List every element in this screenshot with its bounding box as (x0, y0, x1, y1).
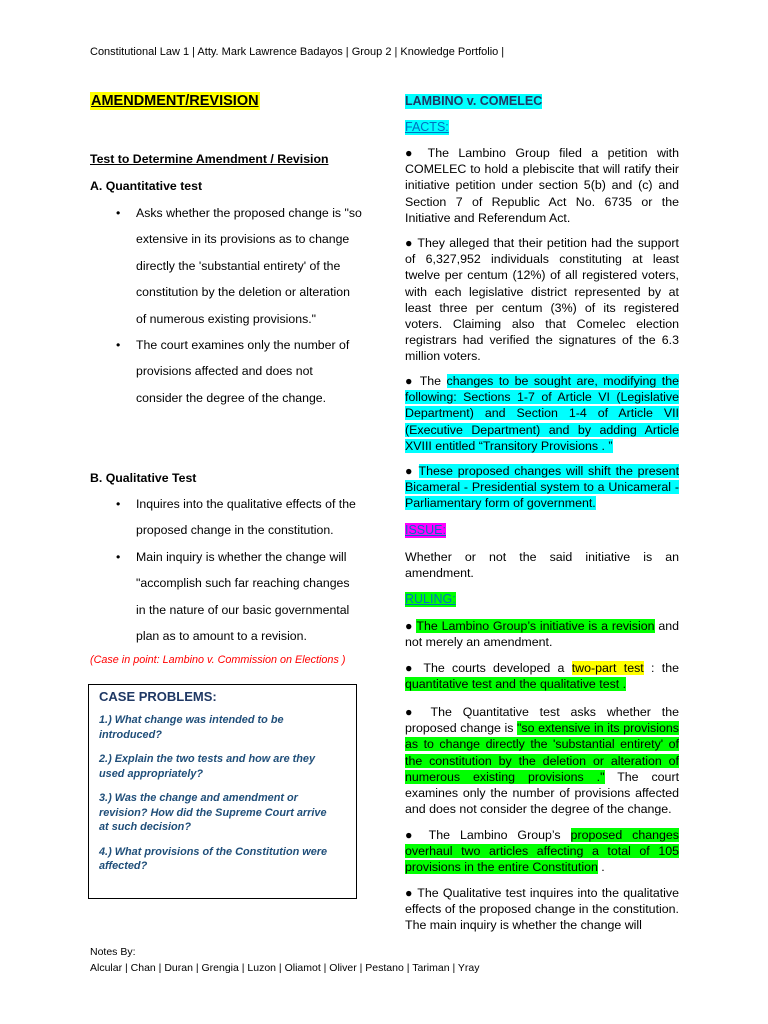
facts-paragraph (405, 145, 679, 226)
question-item: 3.) Was the change and amendment or revision? How did the Supreme Court arrive at such decision? (99, 792, 327, 833)
list-item (116, 200, 362, 332)
notes-authors: Alcular | Chan | Duran | Grengia | Luzon | Oliamot | Oliver | Pestano | Tariman | Yray (90, 962, 480, 974)
text-run: ● The (405, 374, 447, 388)
ruling-paragraph (405, 704, 679, 817)
text-run: and not merely an amendment. (405, 619, 680, 650)
case-title: LAMBINO v. COMELEC (405, 94, 543, 108)
case-in-point-note: (Case in point: Lambino v. Commission on Elections ) (90, 654, 346, 666)
facts-paragraph (405, 235, 679, 365)
text-run: ● The Lambino Group’s (405, 828, 571, 842)
text-run: ● They alleged that their petition had the support of 6,327,952 individuals constituting at least twelve per centum (12%) of all registered voters, with each legislative district represented by at least three per centum (3%) of its registered voters. Claiming also that Comelec election registrars had verified the signatures of the 6.3 million voters. (405, 236, 679, 364)
text-run: ● The Lambino Group filed a petition with COMELEC to hold a plebiscite that will ratify their initiative petition under section 5(b) and (c) and Section 7 of Republic Act No. 6735 or the Initiative and Referendum Act. (405, 146, 679, 225)
bullet-icon: • (116, 338, 121, 353)
ruling-paragraph (405, 660, 679, 692)
text-run: ● (405, 464, 419, 478)
bullet-text: Inquires into the qualitative effects of the proposed change in the constitution. (136, 497, 356, 538)
notes-label: Notes By: (90, 946, 136, 958)
question-item: 2.) Explain the two tests and how are they used appropriately? (99, 753, 316, 780)
facts-paragraph (405, 373, 679, 454)
list-item (116, 491, 362, 544)
running-header: Constitutional Law 1 | Atty. Mark Lawrence Badayos | Group 2 | Knowledge Portfolio | (90, 46, 505, 58)
highlighted-text-run: quantitative test and the qualitative test . (405, 677, 627, 692)
ruling-paragraph (405, 827, 679, 876)
question-item: 4.) What provisions of the Constitution were affected? (99, 845, 328, 872)
bullet-icon: • (116, 206, 121, 220)
list-item (116, 544, 362, 650)
highlighted-text-run: These proposed changes will shift the present Bicameral - Presidential system to a Unicameral - Parliamentary form of government. (405, 464, 680, 511)
text-run: ● The Qualitative test inquires into the qualitative effects of the proposed change in the constitution. The main inquiry is whether the change will (405, 886, 679, 933)
text-run: : the (643, 661, 679, 675)
highlighted-text-run: changes to be sought are, modifying the following: Sections 1-7 of Article VI (Legislative Department) and Section 1-4 of Article VII (Executive Department) and by adding Article XVIII entitled “Transitory Provisions . ” (405, 374, 679, 453)
ruling-paragraph (405, 885, 679, 934)
ruling-paragraph (405, 618, 679, 650)
case-problems-box (88, 684, 357, 899)
facts-label: FACTS: (405, 120, 449, 134)
quantitative-bullet-list (116, 200, 362, 411)
facts-paragraph (405, 463, 679, 512)
case-problems-title: CASE PROBLEMS: (99, 689, 217, 704)
test-heading: Test to Determine Amendment / Revision (90, 152, 329, 166)
bullet-icon: • (116, 497, 121, 511)
ruling-label: RULING: (405, 592, 456, 606)
text-run: . (597, 860, 605, 875)
issue-paragraph (405, 549, 679, 581)
qualitative-heading: B. Qualitative Test (90, 471, 197, 485)
text-run: ● The Quantitative test asks whether the proposed change is (405, 705, 679, 736)
bullet-text: The court examines only the number of provisions affected and does not consider the degree of the change. (136, 338, 350, 405)
text-run: The court examines only the number of provisions affected and does not consider the degree of the change. (405, 769, 680, 817)
question-item: 1.) What change was intended to be introduced? (99, 714, 284, 741)
highlighted-text-run: The Lambino Group’s initiative is a revision (416, 619, 655, 633)
bullet-text: Main inquiry is whether the change will "accomplish such far reaching changes in the nature of our basic governmental plan as to amount to a revision. (136, 549, 350, 644)
highlighted-text-run: two-part test (571, 661, 644, 675)
list-item (116, 332, 362, 411)
section-title: AMENDMENT/REVISION (91, 93, 259, 109)
text-run: Whether or not the said initiative is an amendment. (405, 550, 679, 581)
bullet-text: Asks whether the proposed change is "so extensive in its provisions as to change directly the 'substantial entirety' of the constitution by the deletion or alteration of numerous existing provisions." (136, 206, 362, 326)
bullet-icon: • (116, 549, 121, 564)
qualitative-bullet-list (116, 491, 362, 649)
issue-label: ISSUE: (405, 523, 446, 537)
highlighted-text-run: proposed changes overhaul two articles affecting a total of 105 provisions in the entire Constitution (405, 828, 679, 875)
text-run: ● The courts developed a (405, 661, 572, 675)
highlighted-text-run: "so extensive in its provisions as to change directly the 'substantial entirety' of the constitution by the deletion or alteration of numerous existing provisions ." (405, 721, 679, 784)
text-run: ● (405, 619, 417, 633)
quantitative-heading: A. Quantitative test (90, 179, 203, 193)
